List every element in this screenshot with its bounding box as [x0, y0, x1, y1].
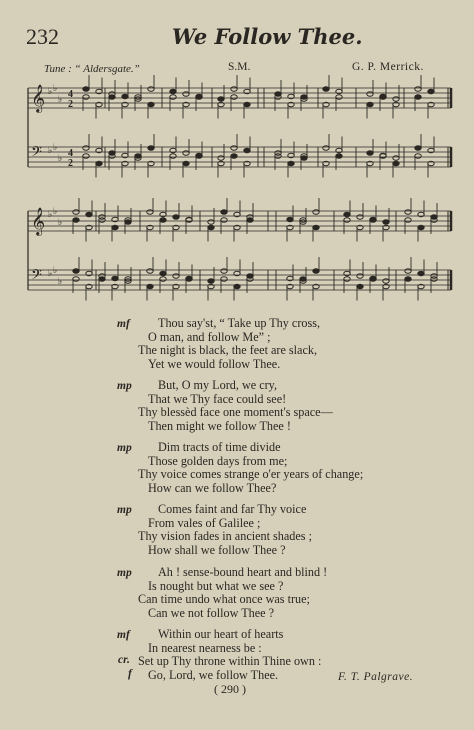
- flat-icon: ♭: [53, 142, 58, 152]
- verse-line: That we Thy face could see!: [148, 391, 287, 406]
- verse-line: Dim tracts of time divide: [158, 440, 281, 454]
- dynamic-mark: mp: [117, 380, 132, 392]
- verse-line: From vales of Galilee ;: [148, 515, 261, 530]
- verse-line: Ah ! sense-bound heart and blind !: [158, 565, 328, 579]
- dynamic-mark: mf: [117, 629, 130, 641]
- composer: G. P. Merrick.: [352, 61, 424, 73]
- bass-clef-icon: 𝄢: [31, 267, 42, 286]
- hymn-number: 232: [26, 24, 59, 49]
- verse-line: Thou say'st, “ Take up Thy cross,: [158, 316, 321, 330]
- verse-line: Those golden days from me;: [148, 453, 288, 468]
- treble-clef-icon: 𝄞: [31, 86, 46, 112]
- verse-line: How can we follow Thee?: [148, 480, 277, 495]
- dynamic-mark: mp: [117, 567, 132, 579]
- flat-icon: ♭: [48, 209, 53, 219]
- verse-line: The night is black, the feet are slack,: [138, 343, 318, 357]
- flat-icon: ♭: [58, 153, 63, 163]
- verse-line: Go, Lord, we follow Thee.: [148, 667, 279, 682]
- verse-line: How shall we follow Thee ?: [148, 542, 286, 557]
- flat-icon: ♭: [58, 94, 63, 104]
- flat-icon: ♭: [53, 206, 58, 216]
- verse-line: Thy voice comes strange o'er years of change;: [138, 467, 364, 481]
- verse-line: Can time undo what once was true;: [138, 592, 310, 606]
- verse-line: Thy blessèd face one moment's space—: [138, 405, 333, 419]
- flat-icon: ♭: [58, 217, 63, 227]
- line-dynamic-mark: cr.: [118, 654, 130, 666]
- verse-line: Is nought but what we see ?: [148, 578, 284, 593]
- hymn-title: We Follow Thee.: [172, 24, 363, 49]
- verse-line: Comes faint and far Thy voice: [158, 502, 307, 516]
- verse-line: Thy vision fades in ancient shades ;: [138, 529, 312, 543]
- bass-clef-icon: 𝄢: [31, 144, 42, 163]
- line-dynamic-mark: f: [128, 667, 132, 680]
- verse-line: Can we not follow Thee ?: [148, 605, 275, 620]
- flat-icon: ♭: [58, 276, 63, 286]
- time-signature: 4: [68, 89, 73, 100]
- tune-name: Tune : “ Aldersgate.”: [44, 63, 140, 75]
- flat-icon: ♭: [48, 268, 53, 278]
- dynamic-mark: mf: [117, 318, 130, 330]
- flat-icon: ♭: [53, 83, 58, 93]
- page-number: ( 290 ): [214, 682, 246, 696]
- verse-line: Then might we follow Thee !: [148, 418, 291, 433]
- verse-line: Yet we would follow Thee.: [148, 356, 281, 371]
- time-signature: 2: [68, 158, 73, 169]
- verse-line: But, O my Lord, we cry,: [158, 378, 278, 392]
- verse-line: In nearest nearness be :: [148, 640, 262, 655]
- flat-icon: ♭: [53, 265, 58, 275]
- flat-icon: ♭: [48, 145, 53, 155]
- time-signature: 2: [68, 99, 73, 110]
- dynamic-mark: mp: [117, 442, 132, 454]
- treble-clef-icon: 𝄞: [31, 209, 46, 235]
- verse-line: Set up Thy throne within Thine own :: [138, 654, 322, 668]
- dynamic-mark: mp: [117, 504, 132, 516]
- verse-line: O man, and follow Me” ;: [148, 329, 271, 344]
- verse-line: Within our heart of hearts: [158, 627, 284, 641]
- author: F. T. Palgrave.: [338, 671, 414, 683]
- meter: S.M.: [228, 61, 251, 73]
- flat-icon: ♭: [48, 86, 53, 96]
- time-signature: 4: [68, 148, 73, 159]
